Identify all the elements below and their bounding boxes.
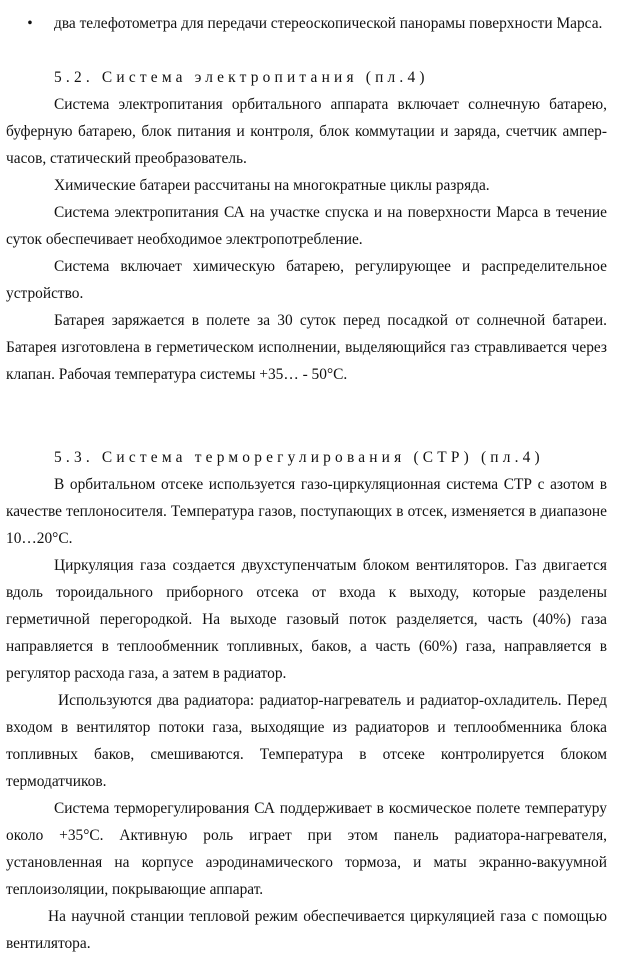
- paragraph: Химические батареи рассчитаны на многократные циклы разряда.: [54, 177, 490, 194]
- paragraph: Система электропитания СА на участке спуска и на поверхности Марса в течение суток обеспечивает необходимое электропотребление.: [6, 204, 607, 248]
- paragraph: Используются два радиатора: радиатор-нагреватель и радиатор-охладитель. Перед входом в вентилятор потоки газа, выходящие из радиаторов и теплообменника блока топливных баков, смешиваются. Температура в отсеке контролируется блоком термодатчиков.: [6, 692, 607, 790]
- bullet-list-item: [6, 10, 607, 37]
- section-heading-5-2: 5.2. Система электропитания (пл.4): [54, 69, 429, 86]
- paragraph: Батарея заряжается в полете за 30 суток перед посадкой от солнечной батареи. Батарея изготовлена в герметическом исполнении, выделяющийся газ стравливается через клапан. Рабочая температура системы +35… - 50°С.: [6, 312, 607, 383]
- paragraph: В орбитальном отсеке используется газо-циркуляционная система СТР с азотом в качестве теплоносителя. Температура газов, поступающих в отсек, изменяется в диапазоне 10…20°С.: [6, 476, 607, 547]
- bullet-icon: •: [27, 15, 33, 32]
- paragraph: Циркуляция газа создается двухступенчатым блоком вентиляторов. Газ двигается вдоль тороидального приборного отсека от входа к выходу, которые разделены герметичной перегородкой. На выходе газовый поток разделяется, часть (40%) газа направляется в теплообменник топливных, баков, а часть (60%) газа, направляется в регулятор расхода газа, а затем в радиатор.: [6, 557, 607, 682]
- bullet-text: два телефотометра для передачи стереоскопической панорамы поверхности Марса.: [54, 15, 603, 32]
- paragraph: На научной станции тепловой режим обеспечивается циркуляцией газа с помощью вентилятора.: [6, 908, 607, 952]
- paragraph: Система включает химическую батарею, регулирующее и распределительное устройство.: [6, 258, 607, 302]
- section-heading-5-3: 5.3. Система терморегулирования (СТР) (пл.4): [54, 449, 544, 466]
- paragraph: Система терморегулирования СА поддерживает в космическое полете температуру около +35°С. Активную роль играет при этом панель радиатора-нагревателя, установленная на корпусе аэродинамического тормоза, и маты экранно-вакуумной теплоизоляции, покрывающие аппарат.: [6, 800, 607, 898]
- paragraph: Система электропитания орбитального аппарата включает солнечную батарею, буферную батарею, блок питания и контроля, блок коммутации и заряда, счетчик ампер-часов, статический преобразователь.: [6, 96, 607, 167]
